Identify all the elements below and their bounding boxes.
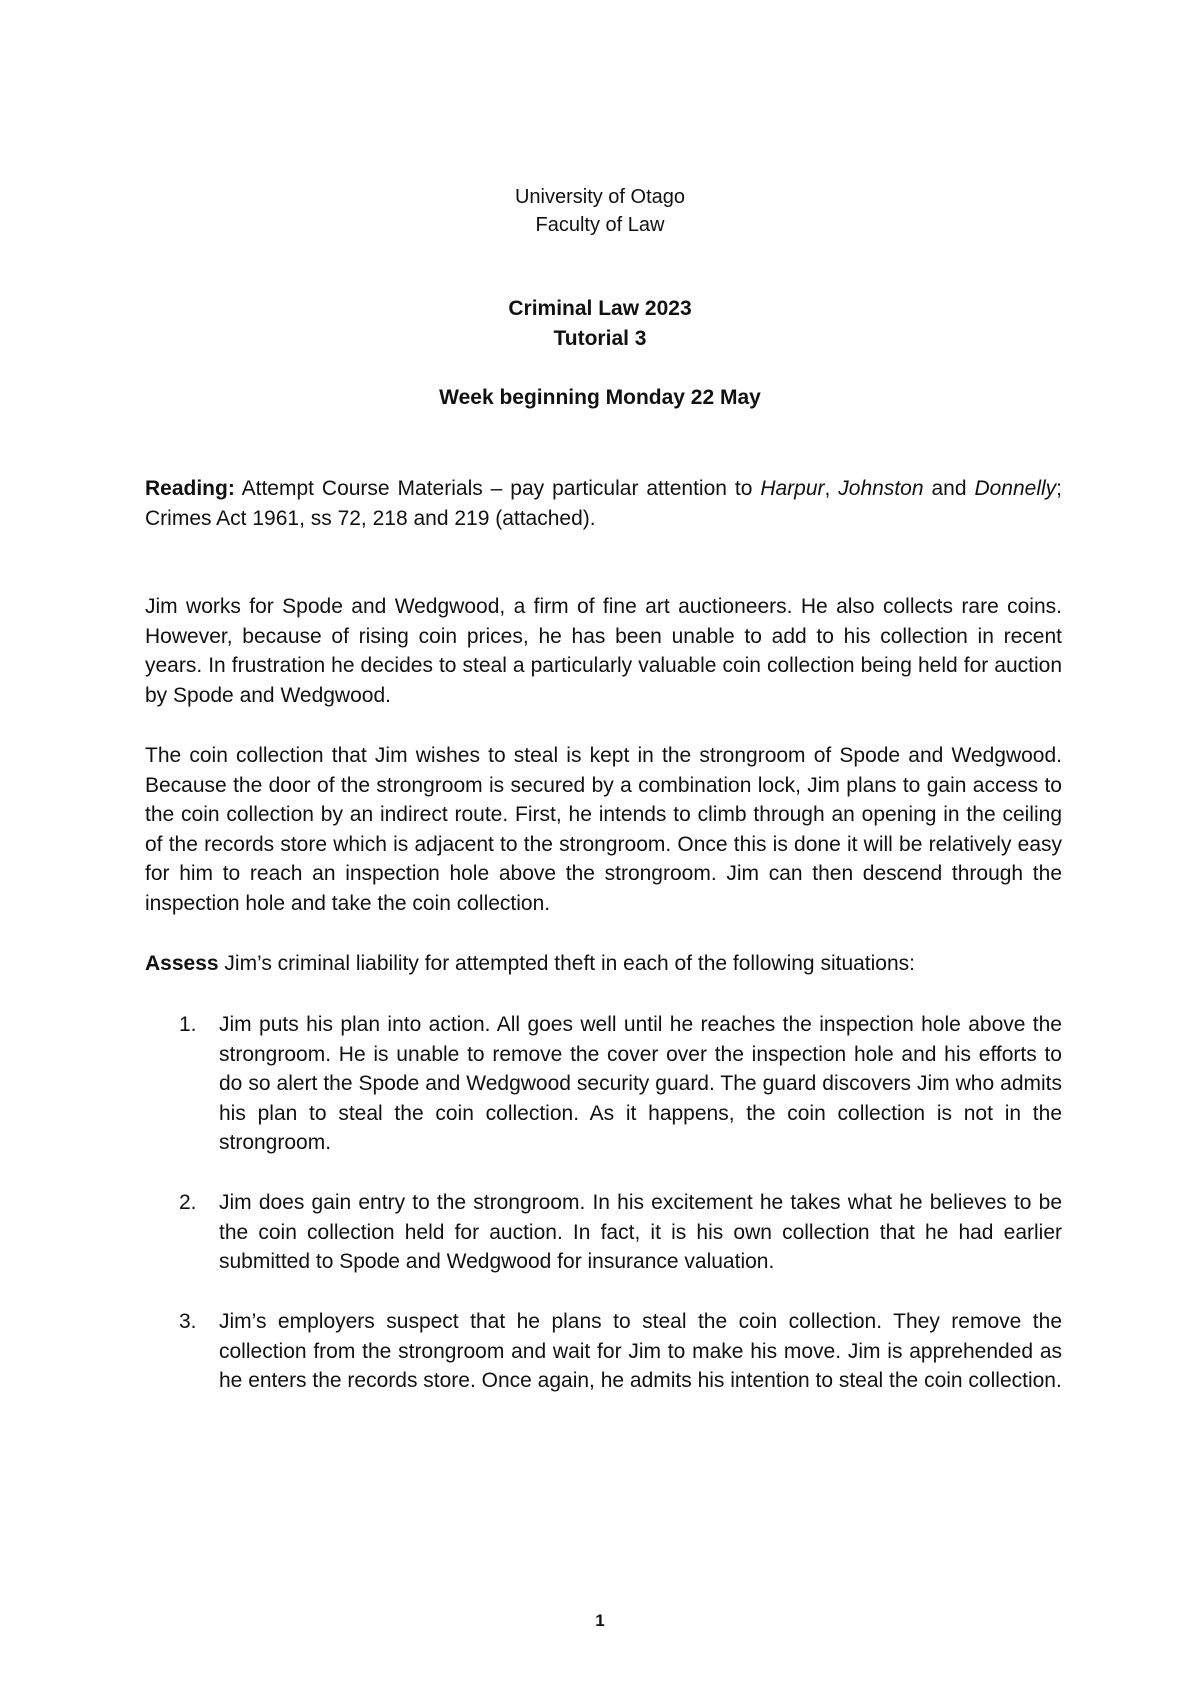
- list-item-text: Jim puts his plan into action. All goes well until he reaches the inspection hole above the strongroom. He is unable to remove the cover over the inspection hole and his efforts to do so alert the Spode and Wedgwood security guard. The guard discovers Jim who admits his plan to steal the coin collection. As it happens, the coin collection is not in the strongroom.: [219, 1013, 1062, 1154]
- faculty-name: Faculty of Law: [535, 214, 665, 236]
- reading-paragraph: [145, 474, 1062, 533]
- reading-text-2: ; Crimes Act 1961, ss 72, 218 and 219 (attached).: [145, 477, 1062, 530]
- scenario-paragraph-1: Jim works for Spode and Wedgwood, a firm of fine art auctioneers. He also collects rare coins. However, because of rising coin prices, he has been unable to add to his collection in recent years. In frustration he decides to steal a particularly valuable coin collection being held for auction by Spode and Wedgwood.: [145, 595, 1062, 707]
- course-title: Criminal Law 2023: [508, 297, 692, 320]
- list-item-number: 2.: [179, 1191, 197, 1214]
- case-donnelly: Donnelly: [974, 477, 1057, 500]
- week-heading: Week beginning Monday 22 May: [439, 386, 761, 409]
- list-item-number: 1.: [179, 1013, 197, 1036]
- scenario-paragraph-2: The coin collection that Jim wishes to steal is kept in the strongroom of Spode and Wedgwood. Because the door of the strongroom is secured by a combination lock, Jim plans to gain access to the coin collection by an indirect route. First, he intends to climb through an opening in the ceiling of the records store which is adjacent to the strongroom. Once this is done it will be relatively easy for him to reach an inspection hole above the strongroom. Jim can then descend through the inspection hole and take the coin collection.: [145, 744, 1062, 915]
- case-harpur: Harpur: [760, 477, 825, 500]
- tutorial-title: Tutorial 3: [553, 327, 647, 350]
- reading-sep-2: and: [923, 477, 975, 500]
- case-johnston: Johnston: [838, 477, 924, 500]
- institution-name: University of Otago: [514, 186, 686, 208]
- reading-text-1: Attempt Course Materials – pay particular attention to: [234, 477, 761, 500]
- assess-text: Jim’s criminal liability for attempted theft in each of the following situations:: [218, 952, 915, 975]
- list-item-text: Jim’s employers suspect that he plans to steal the coin collection. They remove the collection from the strongroom and wait for Jim to make his move. Jim is apprehended as he enters the records store. Once again, he admits his intention to steal the coin collection.: [219, 1310, 1062, 1392]
- list-item-number: 3.: [179, 1310, 197, 1333]
- assess-instruction: [145, 949, 1062, 979]
- assess-label: Assess: [145, 952, 219, 975]
- page-number: 1: [595, 1611, 605, 1630]
- reading-sep-1: ,: [824, 477, 839, 500]
- list-item-text: Jim does gain entry to the strongroom. In his excitement he takes what he believes to be the coin collection held for auction. In fact, it is his own collection that he had earlier submitted to Spode and Wedgwood for insurance valuation.: [219, 1191, 1062, 1273]
- reading-label: Reading:: [145, 477, 235, 500]
